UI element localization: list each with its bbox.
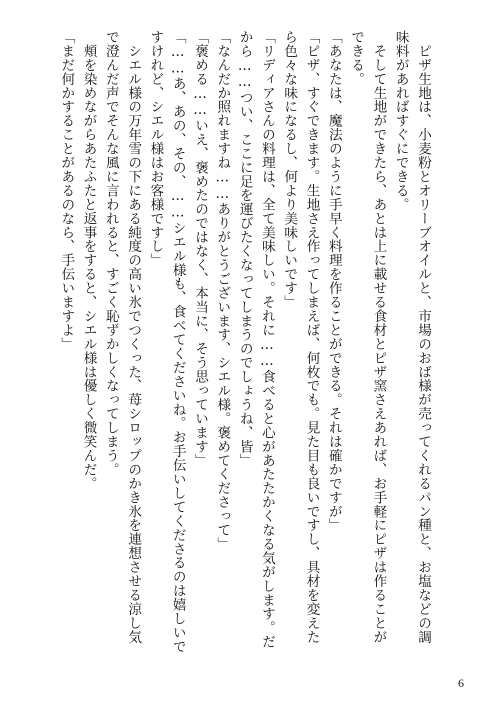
page-number: 6 — [458, 676, 464, 690]
text-line: 「褒める……いえ、褒めたのではなく、本当に、そう思っています」 — [192, 30, 209, 468]
text-line: 味料があればすぐにできる。 — [392, 30, 409, 212]
text-line: 「なんだか照れますね……ありがとうございます、シエル様。褒めてくださって」 — [214, 30, 231, 551]
text-line: ら色々な味になるし、何より美味しいです」 — [281, 30, 298, 309]
text-line: 「ピザ、すぐできます。生地さえ作ってしまえば、何枚でも。見た目も良いですし、具材を変えた — [303, 30, 320, 644]
text-line: そして生地ができたら、あとは上に載せる食材とピザ窯さえあれば、お手軽にピザは作ることが — [370, 30, 387, 644]
text-line: 「まだ何かすることがあるのなら、手伝いますよ」 — [58, 30, 75, 351]
text-line: すけれど、シエル様はお客様ですし」 — [147, 30, 164, 268]
text-line: で澄んだ声でそんな風に言われると、すごく恥ずかしくなってしまう。 — [102, 30, 119, 477]
text-line: ピザ生地は、小麦粉とオリーブオイルと、市場のおば様が売ってくれるパン種と、お塩などの調 — [415, 30, 431, 644]
text-line: から……つい、ここに足を運びたくなってしまうのでしょうね、皆」 — [236, 30, 253, 468]
text-line: 「あなたは、魔法のように手早く料理を作ることができる。それは確かですが」 — [325, 30, 342, 533]
text-line: 頬を染めながらあたふたと返事をすると、シエル様は優しく微笑んだ。 — [80, 30, 97, 491]
text-line: 「……あ、あの、その、……シエル様も、食べてくださいね。お手伝いしてくださるのは嬉しいで — [169, 30, 186, 654]
text-line: 「リディアさんの料理は、全て美味しい。それに……食べると心があたたかくなる気がします。だ — [258, 30, 275, 649]
text-line: シエル様の万年雪の下にある純度の高い氷でつくった、苺シロップのかき氷を連想させる涼し気 — [125, 30, 142, 644]
text-line: できる。 — [348, 30, 365, 86]
vertical-text-body — [58, 30, 434, 680]
